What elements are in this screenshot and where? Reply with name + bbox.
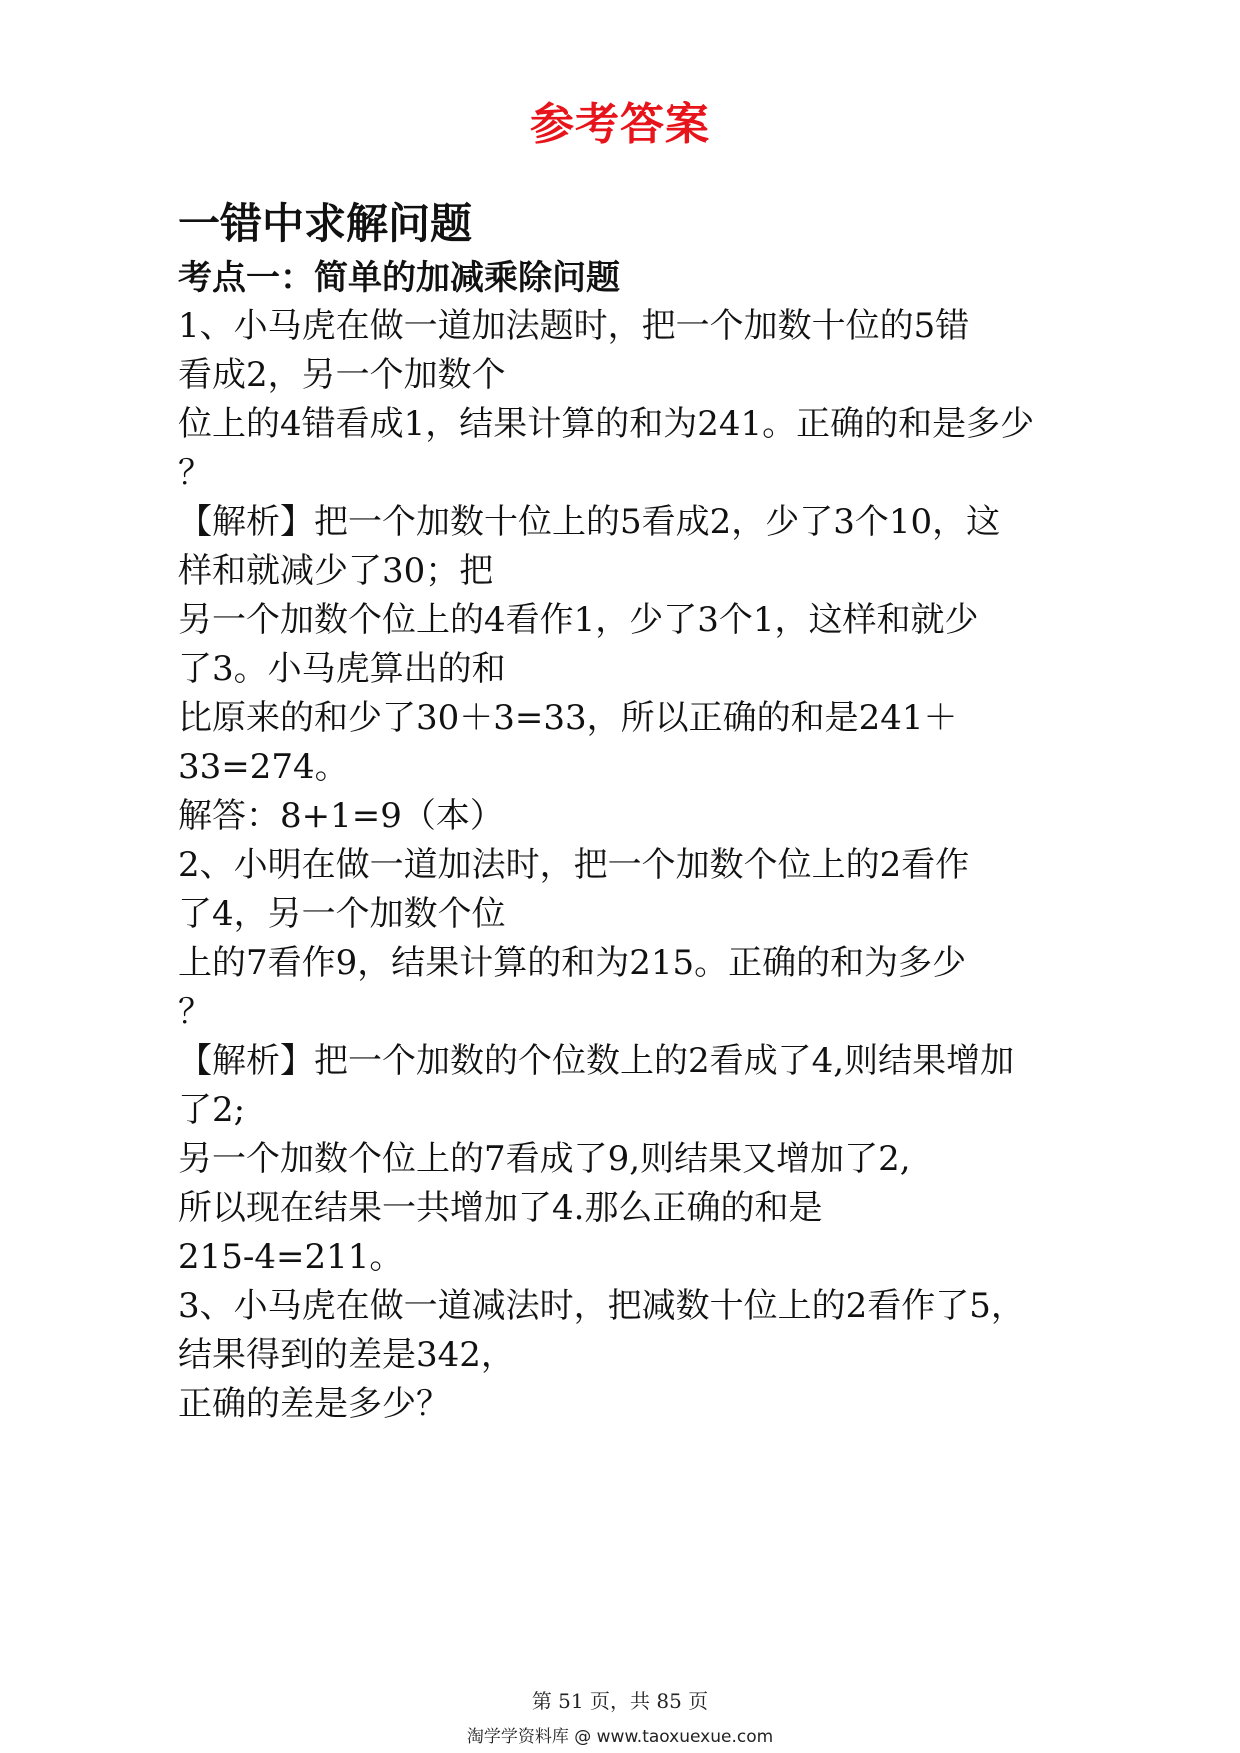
text-line: 33=274。 <box>178 747 349 787</box>
text-line: 结果得到的差是342， <box>178 1335 515 1375</box>
text-line: 【解析】把一个加数的个位数上的2看成了4,则结果增加 <box>178 1041 1015 1081</box>
text-line: 3、小马虎在做一道减法时，把减数十位上的2看作了5， <box>178 1286 1025 1326</box>
text-line: 另一个加数个位上的4看作1，少了3个1，这样和就少 <box>178 600 979 640</box>
text-line: 另一个加数个位上的7看成了9,则结果又增加了2, <box>178 1139 911 1179</box>
text-line: 解答：8+1=9（本） <box>178 796 504 836</box>
text-line: 看成2，另一个加数个 <box>178 355 506 395</box>
text-line: 了2; <box>178 1090 246 1130</box>
text-line: 正确的差是多少？ <box>178 1384 450 1424</box>
text-line: 样和就减少了30；把 <box>178 551 494 591</box>
text-line: 位上的4错看成1，结果计算的和为241。正确的和是多少 <box>178 404 1035 444</box>
text-line: 所以现在结果一共增加了4.那么正确的和是 <box>178 1188 823 1228</box>
text-line: 上的7看作9，结果计算的和为215。正确的和为多少 <box>178 943 967 983</box>
text-line: 1、小马虎在做一道加法题时，把一个加数十位的5错 <box>178 306 970 346</box>
text-line: 2、小明在做一道加法时，把一个加数个位上的2看作 <box>178 845 970 885</box>
page-title: 参考答案 <box>530 99 710 150</box>
text-line: 了3。小马虎算出的和 <box>178 649 506 689</box>
text-line: 比原来的和少了30＋3=33，所以正确的和是241＋ <box>178 698 958 738</box>
watermark-text: 淘学学资料库 @ www.taoxuexue.com <box>466 1727 774 1747</box>
section-title: 一错中求解问题 <box>178 199 473 248</box>
text-line: 215-4=211。 <box>178 1237 404 1277</box>
text-line: ？ <box>178 992 212 1032</box>
text-line: 了4，另一个加数个位 <box>178 894 506 934</box>
page-number: 第 51 页，共 85 页 <box>531 1689 709 1713</box>
document-body <box>178 196 1078 1429</box>
subsection-title: 考点一：简单的加减乘除问题 <box>178 258 620 298</box>
text-line: 【解析】把一个加数十位上的5看成2，少了3个10，这 <box>178 502 1001 542</box>
text-line: ？ <box>178 453 212 493</box>
